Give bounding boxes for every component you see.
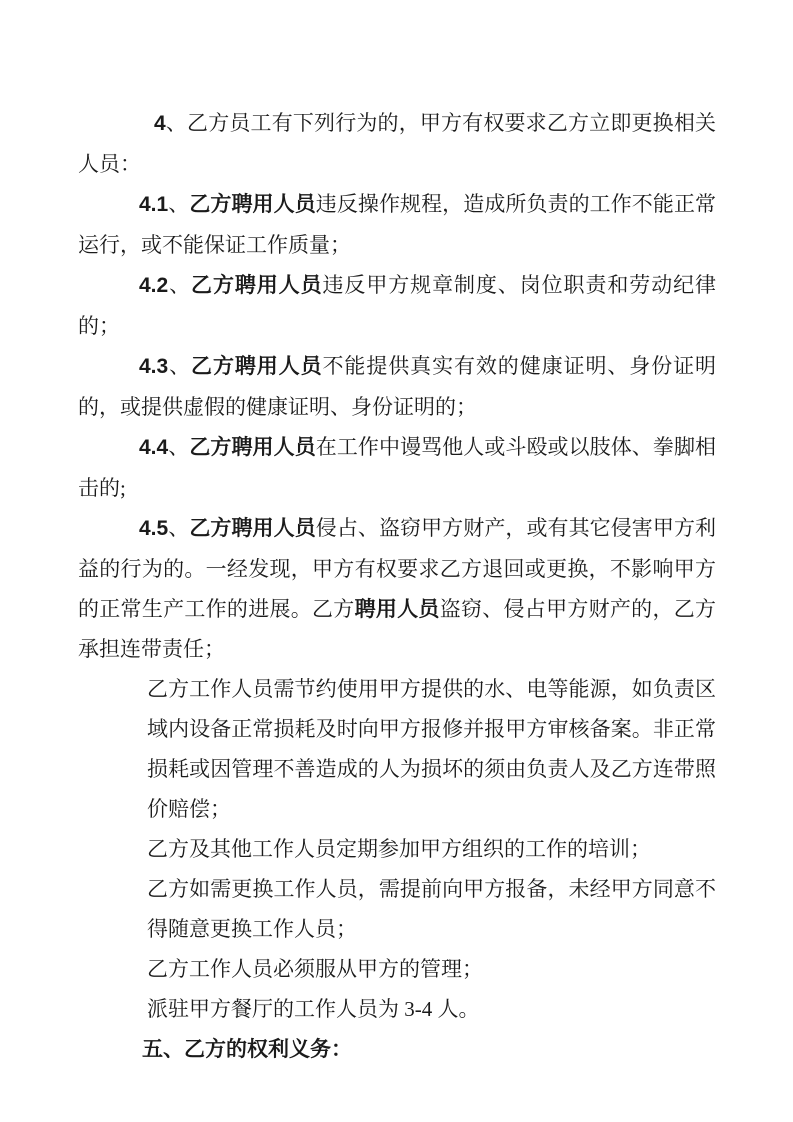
clause-4-3-text: 不能提供真实有效的健康证明、身份证明的，或提供虚假的健康证明、身份证明的；: [78, 354, 717, 419]
obligation-energy-paragraph: [147, 669, 716, 829]
clause-4-3: [78, 346, 716, 427]
clause-4-2-bold-lead: 乙方聘用人员: [191, 273, 323, 297]
obligation-obedience-text: 乙方工作人员必须服从甲方的管理；: [147, 957, 483, 981]
clause-4: [78, 103, 716, 184]
clause-4-2-text: 违反甲方规章制度、岗位职责和劳动纪律的；: [78, 273, 717, 338]
clause-4-4-number: 4.4: [139, 436, 169, 459]
clause-4-1-number: 4.1: [139, 193, 169, 216]
obligation-replacement-text: 乙方如需更换工作人员，需提前向甲方报备，未经甲方同意不得随意更换工作人员；: [147, 877, 716, 941]
clause-4-5-number: 4.5: [139, 517, 169, 540]
clause-4-separator: 、: [165, 111, 188, 135]
clause-4-3-number: 4.3: [139, 355, 169, 378]
section-5-heading-text: 五、乙方的权利义务：: [142, 1037, 352, 1061]
section-5-heading: [78, 1029, 716, 1069]
clause-4-4-text: 在工作中谩骂他人或斗殴或以肢体、拳脚相击的;: [78, 435, 717, 500]
obligation-staffing-text: 派驻甲方餐厅的工作人员为 3-4 人。: [147, 997, 480, 1021]
obligation-energy-text: 乙方工作人员需节约使用甲方提供的水、电等能源，如负责区域内设备正常损耗及时向甲方报修并报甲方审核备案。非正常损耗或因管理不善造成的人为损坏的须由负责人及乙方连带照价赔偿；: [147, 677, 716, 821]
clause-4-5: [78, 508, 716, 669]
obligation-training-text: 乙方及其他工作人员定期参加甲方组织的工作的培训；: [147, 837, 651, 861]
clause-4-2: [78, 265, 716, 346]
clause-4-1-bold-lead: 乙方聘用人员: [189, 192, 316, 216]
clause-4-4-bold-lead: 乙方聘用人员: [189, 435, 316, 459]
obligation-staffing-paragraph: [147, 989, 716, 1029]
obligation-replacement-paragraph: [147, 869, 716, 949]
clause-4-3-separator: 、: [168, 354, 192, 378]
clause-4-text: 乙方员工有下列行为的，甲方有权要求乙方立即更换相关人员：: [78, 111, 717, 176]
clause-4-1: [78, 184, 716, 265]
clause-4-5-text-end: 盗窃、侵占甲方财产的，乙方承担连带责任；: [78, 597, 717, 661]
clause-4-2-number: 4.2: [139, 274, 169, 297]
document-body: [78, 103, 716, 1069]
clause-4-1-text: 违反操作规程，造成所负责的工作不能正常运行，或不能保证工作质量；: [78, 192, 717, 257]
clause-4-5-bold-lead: 乙方聘用人员: [189, 516, 316, 540]
clause-4-3-bold-lead: 乙方聘用人员: [191, 354, 323, 378]
obligation-obedience-paragraph: [147, 949, 716, 989]
clause-4-5-text-middle: 侵占、盗窃甲方财产，或有其它侵害甲方利益的行为的。一经发现，甲方有权要求乙方退回或更换，不影响甲方的正常生产工作的进展。乙方: [78, 516, 717, 621]
clause-4-4-separator: 、: [168, 435, 190, 459]
clause-4-2-separator: 、: [168, 273, 192, 297]
clause-4-1-separator: 、: [168, 192, 190, 216]
clause-4-5-separator: 、: [168, 516, 190, 540]
obligation-training-paragraph: [147, 829, 716, 869]
clause-4-5-bold-lead-2: 聘用人员: [354, 597, 440, 621]
clause-4-number: 4: [154, 112, 166, 135]
clause-4-4: [78, 427, 716, 508]
